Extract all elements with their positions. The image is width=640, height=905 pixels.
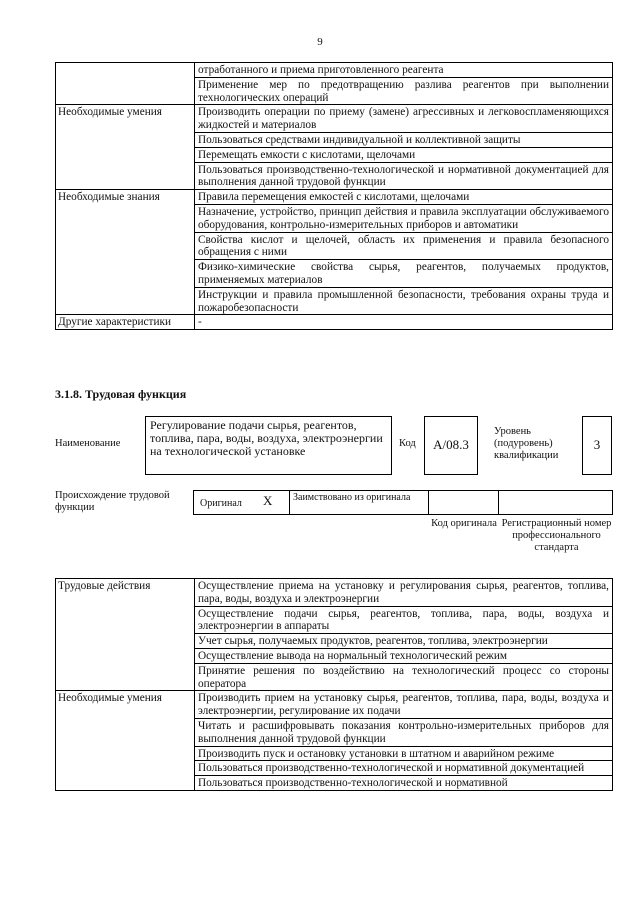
row-item: Учет сырья, получаемых продуктов, реагентов, топлива, электроэнергии (195, 634, 613, 649)
row-item: Свойства кислот и щелочей, область их применения и правила безопасного обращения с ними (195, 232, 613, 260)
table-row (56, 63, 613, 78)
row-item: Применение мер по предотвращению разлива реагентов при выполнении технологических операций (195, 77, 613, 105)
function-name-box: Регулирование подачи сырья, реагентов, топлива, пара, воды, воздуха, электроэнергии на технологической установке (145, 416, 392, 475)
row-item: Пользоваться производственно-технологической и нормативной документацией для выполнения данной трудовой функции (195, 162, 613, 190)
table-row (56, 579, 613, 607)
original-label: Оригинал (200, 498, 242, 509)
row-item: Осуществление вывода на нормальный технологический режим (195, 648, 613, 663)
row-item: Осуществление приема на установку и регулирования сырья, реагентов, топлива, пара, воды, воздуха и электроэнергии (195, 579, 613, 607)
row-item: отработанного и приема приготовленного реагента (195, 63, 613, 78)
original-code-cell (428, 490, 499, 515)
row-item: Правила перемещения емкостей с кислотами, щелочами (195, 190, 613, 205)
qualification-level-label: Уровень (подуровень) квалификации (494, 426, 559, 461)
code-label: Код (399, 438, 416, 449)
row-item: Пользоваться производственно-технологической и нормативной (195, 776, 613, 791)
borrowed-label: Заимствовано из оригинала (293, 492, 411, 503)
original-cell (193, 490, 290, 515)
borrowed-cell (289, 490, 429, 515)
row-item: Назначение, устройство, принцип действия и правила эксплуатации обслуживаемого оборудования, контрольно-измерительных приборов и автоматики (195, 204, 613, 232)
row-item: Читать и расшифровывать показания контрольно-измерительных приборов для выполнения данной трудовой функции (195, 718, 613, 746)
row-item: Принятие решения по воздействию на технологический процесс со стороны оператора (195, 663, 613, 691)
section-heading: 3.1.8. Трудовая функция (55, 387, 187, 401)
competency-table-bottom (55, 578, 613, 791)
page-number: 9 (317, 36, 323, 48)
origin-label: Происхождение трудовой функции (55, 490, 170, 513)
table-row (56, 105, 613, 133)
registration-number-caption: Регистрационный номер профессионального стандарта (501, 518, 612, 553)
row-item: Производить пуск и остановку установки в штатном и аварийном режиме (195, 746, 613, 761)
row-label: Трудовые действия (56, 579, 195, 691)
row-item: Перемещать емкости с кислотами, щелочами (195, 147, 613, 162)
competency-table-top (55, 62, 613, 330)
row-label: Другие характеристики (56, 315, 195, 330)
table-row (56, 190, 613, 205)
row-item: Производить прием на установку сырья, реагентов, топлива, пара, воды, воздуха и электроэнергии, регулирование их подачи (195, 691, 613, 719)
table-row (56, 691, 613, 719)
row-item: - (195, 315, 613, 330)
registration-number-cell (498, 490, 613, 515)
row-item: Инструкции и правила промышленной безопасности, требования охраны труда и пожаробезопасности (195, 287, 613, 315)
name-label: Наименование (55, 438, 121, 449)
row-item: Осуществление подачи сырья, реагентов, топлива, пара, воды, воздуха и электроэнергии в аппараты (195, 606, 613, 634)
row-item: Производить операции по приему (замене) агрессивных и легковоспламеняющихся жидкостей и материалов (195, 105, 613, 133)
row-item: Пользоваться производственно-технологической и нормативной документацией (195, 761, 613, 776)
table-row (56, 315, 613, 330)
qualification-level-box: 3 (582, 416, 612, 475)
row-label: Необходимые умения (56, 691, 195, 791)
row-label: Необходимые умения (56, 105, 195, 190)
original-code-caption: Код оригинала (431, 518, 497, 529)
function-code-box: А/08.3 (424, 416, 478, 475)
row-item: Пользоваться средствами индивидуальной и коллективной защиты (195, 132, 613, 147)
row-item: Физико-химические свойства сырья, реагентов, получаемых продуктов, применяемых материалов (195, 260, 613, 288)
origin-row (193, 490, 613, 515)
row-label: Необходимые знания (56, 190, 195, 315)
row-label (56, 63, 195, 105)
original-mark: X (263, 493, 273, 508)
